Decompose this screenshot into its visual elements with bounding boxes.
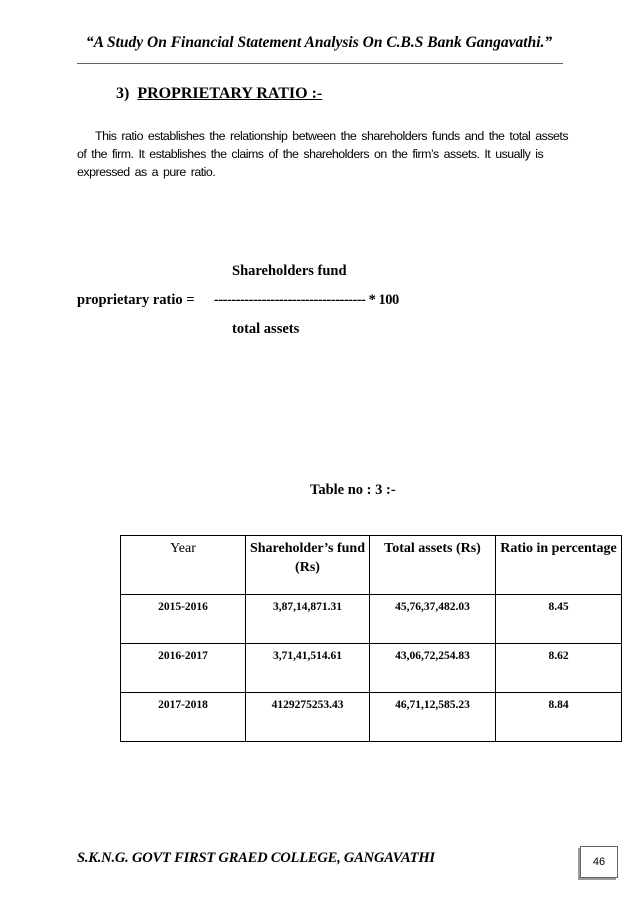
cell-ratio: 8.62 [496, 644, 622, 693]
header-total-assets: Total assets (Rs) [370, 536, 496, 595]
page-number: 46 [592, 856, 606, 868]
formula-numerator: Shareholders fund [232, 263, 347, 279]
cell-total-assets: 46,71,12,585.23 [370, 693, 496, 742]
section-heading [116, 85, 322, 103]
footer-college-name: S.K.N.G. GOVT FIRST GRAED COLLEGE, GANGAVATHI [77, 850, 435, 866]
cell-total-assets: 45,76,37,482.03 [370, 595, 496, 644]
table-row [121, 595, 622, 644]
table-header-row [121, 536, 622, 595]
table-row [121, 644, 622, 693]
paragraph-line: This ratio establishes the relationship between the shareholders funds and the total assets [95, 129, 569, 143]
cell-total-assets: 43,06,72,254.83 [370, 644, 496, 693]
proprietary-ratio-table [120, 535, 622, 742]
header-year: Year [121, 536, 246, 595]
cell-shareholders-fund: 3,71,41,514.61 [246, 644, 370, 693]
header-divider [77, 63, 563, 64]
cell-year: 2017-2018 [121, 693, 246, 742]
header-ratio: Ratio in percentage [496, 536, 622, 595]
cell-ratio: 8.45 [496, 595, 622, 644]
cell-year: 2015-2016 [121, 595, 246, 644]
paragraph-line: expressed as a pure ratio. [77, 165, 216, 179]
cell-year: 2016-2017 [121, 644, 246, 693]
body-paragraph [77, 127, 569, 181]
cell-shareholders-fund: 3,87,14,871.31 [246, 595, 370, 644]
paragraph-line: of the firm. It establishes the claims of the shareholders on the firm’s assets. It usually is [77, 147, 544, 161]
table-caption: Table no : 3 :- [310, 482, 396, 498]
formula-divider: ----------------------------------- * 100 [214, 292, 399, 308]
section-title: PROPRIETARY RATIO :- [137, 85, 323, 102]
cell-ratio: 8.84 [496, 693, 622, 742]
formula-label: proprietary ratio = [77, 292, 195, 308]
section-number: 3) [116, 85, 130, 102]
formula-denominator: total assets [232, 321, 300, 337]
cell-shareholders-fund: 4129275253.43 [246, 693, 370, 742]
table-row [121, 693, 622, 742]
page-number-box [580, 846, 618, 878]
running-header-title: “A Study On Financial Statement Analysis On C.B.S Bank Gangavathi.” [85, 34, 553, 51]
header-shareholders-fund: Shareholder’s fund (Rs) [246, 536, 370, 595]
